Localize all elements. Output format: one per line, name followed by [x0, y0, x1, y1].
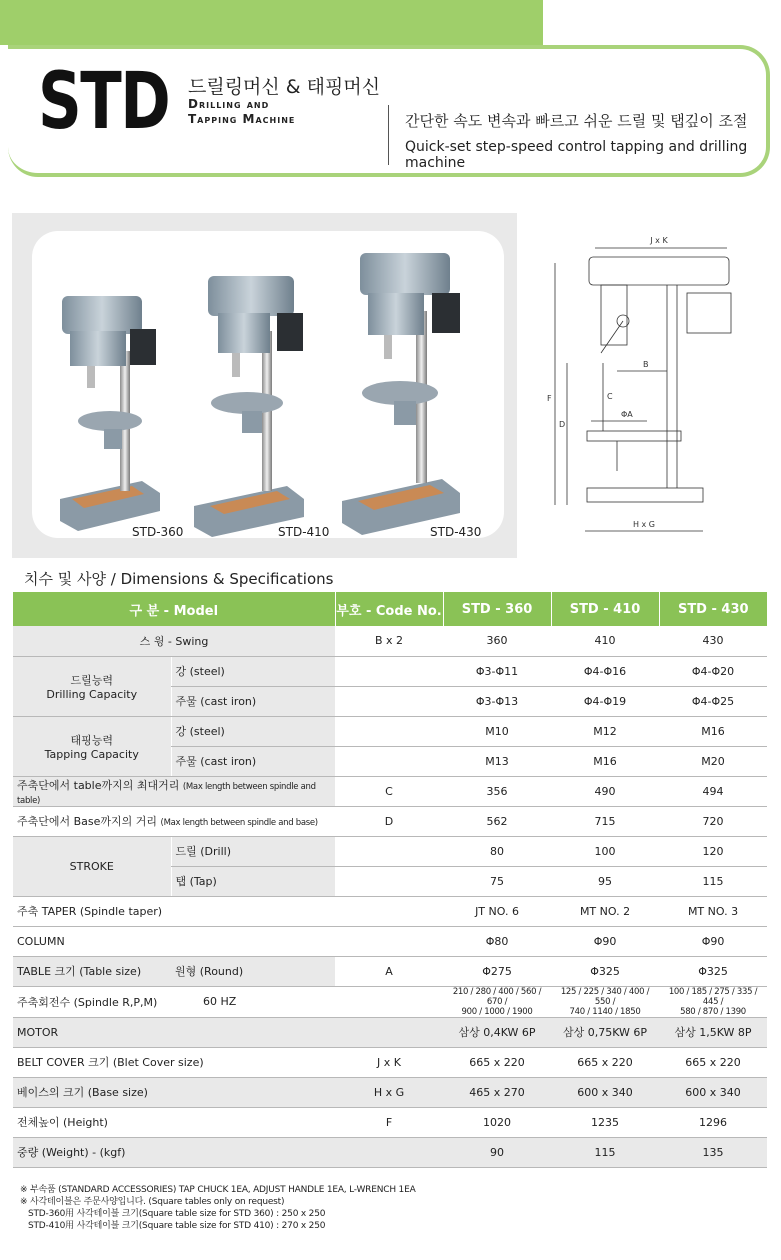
sub-label: 원형 (Round): [171, 956, 335, 986]
header-divider: [388, 105, 389, 165]
header-accent-bar: [0, 0, 543, 45]
dim-label-b: B: [643, 360, 649, 369]
row-label-main: 주축단에서 table까지의 최대거리: [17, 778, 183, 792]
row-tap-steel: [13, 716, 767, 746]
row-label-small: (Max length between spindle and base): [160, 818, 318, 828]
code-cell: [335, 1017, 443, 1047]
value-cell: M10: [443, 716, 551, 746]
value-cell: 1296: [659, 1107, 767, 1137]
machine-std-430: [342, 253, 460, 535]
row-spindle-rpm: [13, 986, 767, 1017]
row-belt-cover: [13, 1047, 767, 1077]
value-cell: 562: [443, 806, 551, 836]
row-label: 스 윙 - Swing: [13, 626, 335, 656]
value-cell: Φ4-Φ19: [551, 686, 659, 716]
row-stroke-drill: [13, 836, 767, 866]
value-cell: 1235: [551, 1107, 659, 1137]
sub-label: 강 (steel): [171, 656, 335, 686]
code-cell: D: [335, 806, 443, 836]
dimension-diagram-panel: [517, 213, 767, 558]
subtitle-english: Quick-set step-speed control tapping and drilling machine: [405, 139, 748, 171]
header-std-430: STD - 430: [659, 592, 767, 626]
row-label-small: (Max length between spindle and table): [17, 781, 316, 806]
machine-std-360: [60, 296, 160, 531]
row-table-size: [13, 956, 767, 986]
value-cell: 95: [551, 866, 659, 896]
value-cell: 삼상 0,4KW 6P: [443, 1017, 551, 1047]
row-label: 전체높이 (Height): [13, 1107, 335, 1137]
value-cell: 600 x 340: [659, 1077, 767, 1107]
code-cell: [335, 836, 443, 866]
row-label: TABLE 크기 (Table size): [13, 956, 171, 986]
std-logo: STD: [38, 57, 170, 147]
value-cell: M20: [659, 746, 767, 776]
row-spindle-table: [13, 776, 767, 806]
value-cell: M12: [551, 716, 659, 746]
row-label: COLUMN: [13, 926, 335, 956]
row-group-label: STROKE: [13, 836, 171, 896]
row-weight: [13, 1137, 767, 1167]
value-cell: 465 x 270: [443, 1077, 551, 1107]
row-height: [13, 1107, 767, 1137]
value-cell: 360: [443, 626, 551, 656]
sub-label: 60 HZ: [171, 986, 335, 1017]
value-cell: 100 / 185 / 275 / 335 / 445 / 580 / 870 / 1390: [659, 986, 767, 1017]
value-cell: M16: [551, 746, 659, 776]
title-english: Drilling and Tapping Machine: [188, 97, 296, 126]
dim-label-d: D: [559, 420, 566, 429]
row-drill-steel: [13, 656, 767, 686]
header-std-410: STD - 410: [551, 592, 659, 626]
value-cell: Φ80: [443, 926, 551, 956]
value-cell: 120: [659, 836, 767, 866]
code-cell: [335, 1137, 443, 1167]
value-cell: 665 x 220: [551, 1047, 659, 1077]
note-std-360-table: STD-360用 사각테이블 크기(Square table size for STD 360) : 250 x 250: [28, 1209, 326, 1219]
value-cell: 490: [551, 776, 659, 806]
value-cell: 125 / 225 / 340 / 400 / 550 / 740 / 1140 / 1850: [551, 986, 659, 1017]
dim-label-a: ΦA: [621, 410, 633, 419]
code-cell: [335, 656, 443, 686]
tap-label-en: Tapping Capacity: [44, 747, 139, 761]
sub-label: 탭 (Tap): [171, 866, 335, 896]
code-cell: F: [335, 1107, 443, 1137]
value-cell: 665 x 220: [443, 1047, 551, 1077]
drill-label-ko: 드릴능력: [70, 673, 113, 687]
value-cell: Φ90: [551, 926, 659, 956]
value-cell: 210 / 280 / 400 / 560 / 670 / 900 / 1000 / 1900: [443, 986, 551, 1017]
code-cell: [335, 986, 443, 1017]
header-code: 부호 - Code No.: [335, 592, 443, 626]
value-cell: 410: [551, 626, 659, 656]
header-std-360: STD - 360: [443, 592, 551, 626]
dim-label-hg: H x G: [632, 520, 656, 529]
code-cell: H x G: [335, 1077, 443, 1107]
row-column: [13, 926, 767, 956]
row-group-label: [13, 716, 171, 776]
value-cell: 100: [551, 836, 659, 866]
row-label: 주축 TAPER (Spindle taper): [13, 896, 335, 926]
value-cell: 75: [443, 866, 551, 896]
photo-label-std-360: STD-360: [132, 525, 184, 539]
value-cell: M16: [659, 716, 767, 746]
value-cell: M13: [443, 746, 551, 776]
note-square-table: ※ 사각테이블은 주문사양입니다. (Square tables only on request): [20, 1197, 285, 1207]
code-cell: [335, 896, 443, 926]
code-cell: [335, 716, 443, 746]
code-cell: B x 2: [335, 626, 443, 656]
drill-press-photos: [32, 231, 504, 538]
row-motor: [13, 1017, 767, 1047]
sub-label: 드릴 (Drill): [171, 836, 335, 866]
dim-label-f: F: [547, 394, 552, 403]
dim-label-c: C: [607, 392, 613, 401]
row-group-label: [13, 656, 171, 716]
product-image-area: [12, 213, 767, 558]
row-swing: [13, 626, 767, 656]
value-cell: 115: [659, 866, 767, 896]
header-model: 구 분 - Model: [13, 592, 335, 626]
value-cell: Φ325: [551, 956, 659, 986]
sub-label: 강 (steel): [171, 716, 335, 746]
value-cell: 430: [659, 626, 767, 656]
row-label-main: 주축단에서 Base까지의 거리: [17, 815, 161, 828]
value-cell: 삼상 1,5KW 8P: [659, 1017, 767, 1047]
value-cell: 600 x 340: [551, 1077, 659, 1107]
value-cell: 90: [443, 1137, 551, 1167]
row-label: BELT COVER 크기 (Blet Cover size): [13, 1047, 335, 1077]
value-cell: 665 x 220: [659, 1047, 767, 1077]
value-cell: 115: [551, 1137, 659, 1167]
value-cell: 135: [659, 1137, 767, 1167]
value-cell: Φ325: [659, 956, 767, 986]
value-cell: MT NO. 3: [659, 896, 767, 926]
row-base-size: [13, 1077, 767, 1107]
value-cell: Φ4-Φ25: [659, 686, 767, 716]
dimension-diagram: [517, 213, 767, 558]
value-cell: 720: [659, 806, 767, 836]
value-cell: 356: [443, 776, 551, 806]
code-cell: A: [335, 956, 443, 986]
code-cell: C: [335, 776, 443, 806]
product-photo-panel: [32, 231, 504, 538]
code-cell: [335, 866, 443, 896]
dim-label-jk: J x K: [650, 236, 668, 245]
row-label: MOTOR: [13, 1017, 335, 1047]
spec-header-row: [13, 592, 767, 626]
sub-label: 주물 (cast iron): [171, 746, 335, 776]
spec-table: [13, 592, 767, 1168]
sub-label: 주물 (cast iron): [171, 686, 335, 716]
spec-section-title: 치수 및 사양 / Dimensions & Specifications: [24, 570, 334, 588]
title-korean: 드릴링머신 & 태핑머신: [188, 76, 381, 98]
code-cell: J x K: [335, 1047, 443, 1077]
value-cell: Φ3-Φ13: [443, 686, 551, 716]
code-cell: [335, 746, 443, 776]
value-cell: JT NO. 6: [443, 896, 551, 926]
tap-label-ko: 태핑능력: [70, 733, 113, 747]
row-label: 중량 (Weight) - (kgf): [13, 1137, 335, 1167]
photo-label-std-410: STD-410: [278, 525, 330, 539]
code-cell: [335, 926, 443, 956]
subtitle-korean: 간단한 속도 변속과 빠르고 쉬운 드릴 및 탭깊이 조절: [405, 112, 748, 130]
row-spindle-base: [13, 806, 767, 836]
value-cell: Φ4-Φ20: [659, 656, 767, 686]
value-cell: Φ90: [659, 926, 767, 956]
value-cell: Φ275: [443, 956, 551, 986]
row-spindle-taper: [13, 896, 767, 926]
value-cell: 1020: [443, 1107, 551, 1137]
photo-label-std-430: STD-430: [430, 525, 482, 539]
value-cell: MT NO. 2: [551, 896, 659, 926]
footnotes: [20, 1184, 416, 1232]
value-cell: 715: [551, 806, 659, 836]
value-cell: Φ4-Φ16: [551, 656, 659, 686]
row-label: [13, 806, 335, 836]
drill-label-en: Drilling Capacity: [46, 687, 138, 701]
row-label: [13, 776, 335, 806]
value-cell: 80: [443, 836, 551, 866]
note-accessories: ※ 부속품 (STANDARD ACCESSORIES) TAP CHUCK 1EA, ADJUST HANDLE 1EA, L-WRENCH 1EA: [20, 1185, 416, 1195]
machine-std-410: [194, 276, 304, 537]
code-cell: [335, 686, 443, 716]
value-cell: 494: [659, 776, 767, 806]
value-cell: Φ3-Φ11: [443, 656, 551, 686]
note-std-410-table: STD-410用 사각테이블 크기(Square table size for STD 410) : 270 x 250: [28, 1221, 326, 1231]
value-cell: 삼상 0,75KW 6P: [551, 1017, 659, 1047]
row-label: 베이스의 크기 (Base size): [13, 1077, 335, 1107]
row-label: 주축회전수 (Spindle R,P,M): [13, 986, 171, 1017]
